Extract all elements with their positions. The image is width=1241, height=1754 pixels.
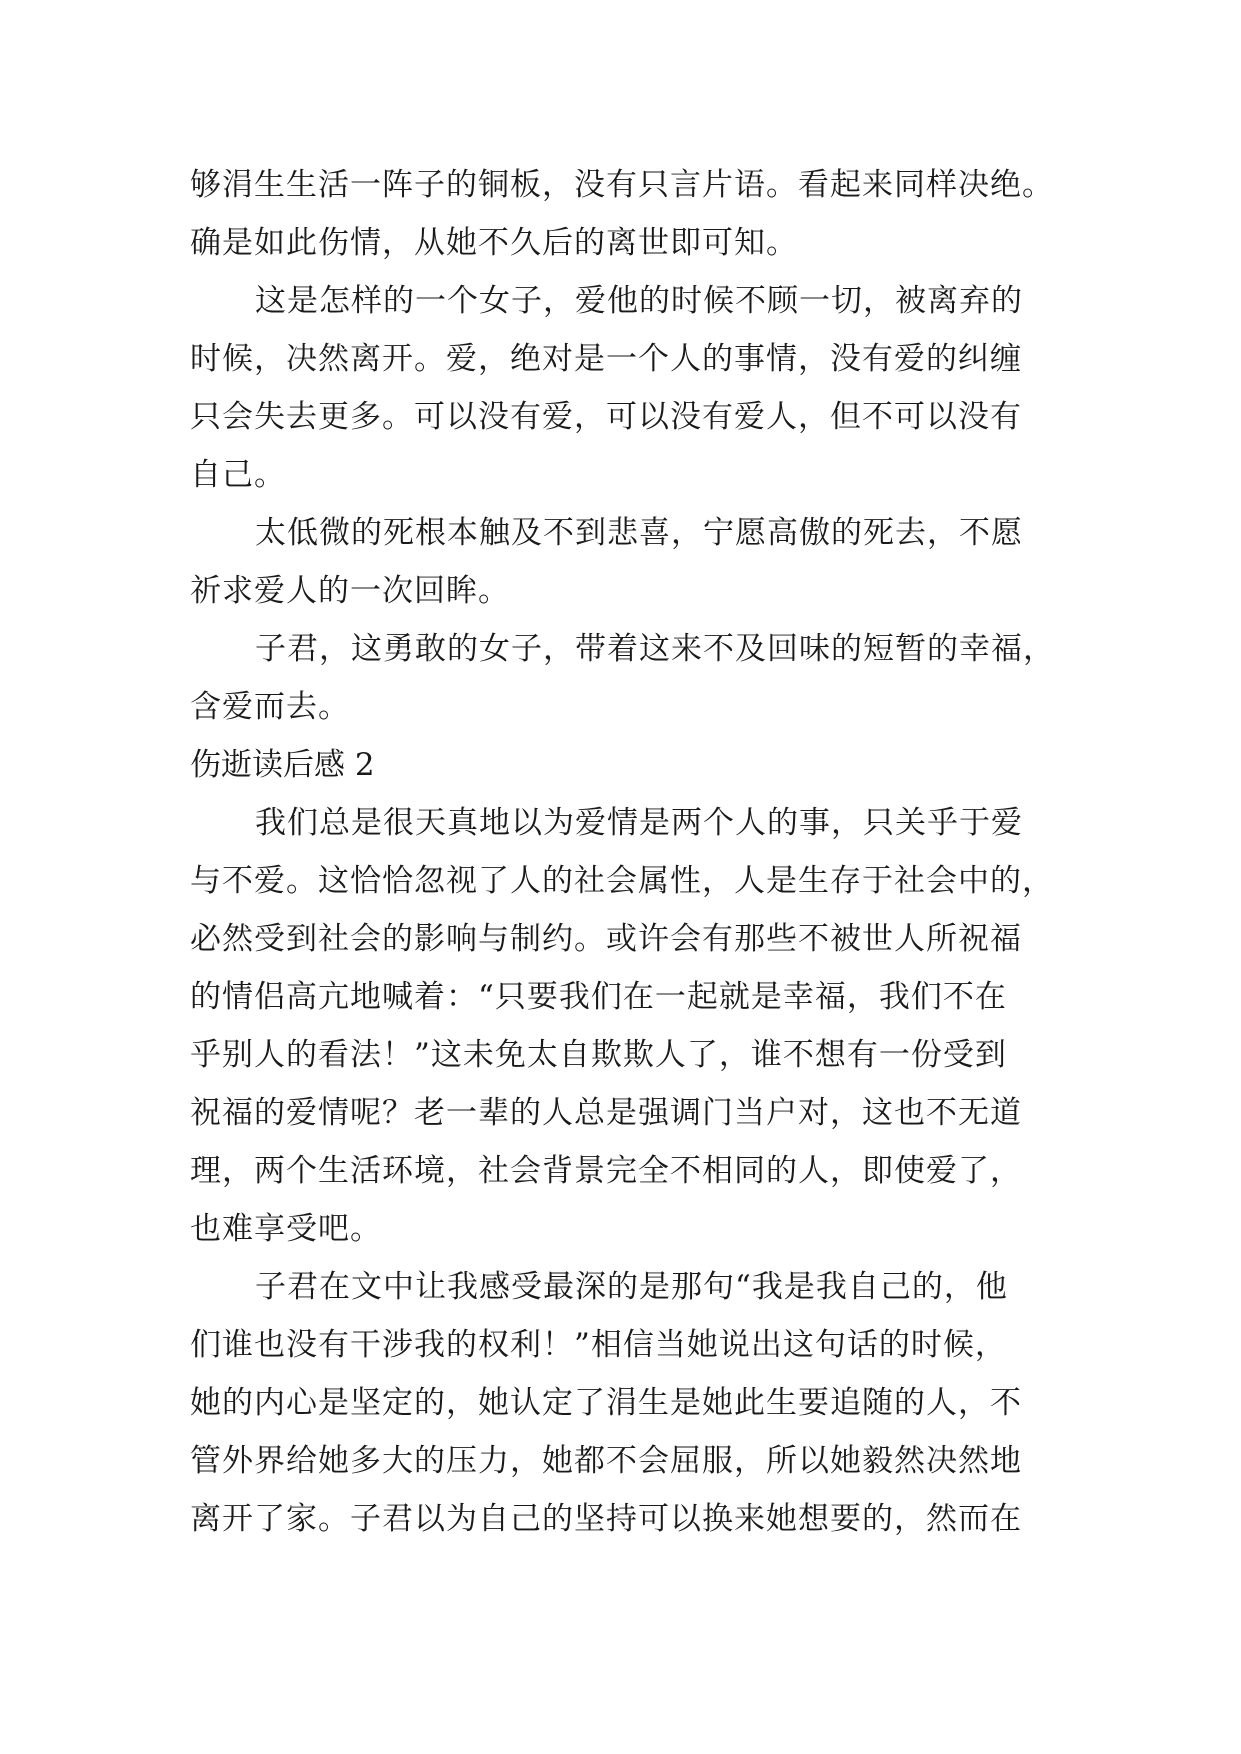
text-line: 只会失去更多。可以没有爱，可以没有爱人，但不可以没有	[190, 399, 1022, 435]
text-line: 乎别人的看法！”这未免太自欺欺人了，谁不想有一份受到	[190, 1037, 1007, 1073]
text-line: 的情侣高亢地喊着：“只要我们在一起就是幸福，我们不在	[190, 979, 1007, 1015]
text-line: 确是如此伤情，从她不久后的离世即可知。	[190, 225, 798, 261]
text-line: 与不爱。这恰恰忽视了人的社会属性，人是生存于社会中的，	[190, 863, 1054, 899]
text-line: 她的内心是坚定的，她认定了涓生是她此生要追随的人，不	[190, 1385, 1022, 1421]
paragraph-start-line: 太低微的死根本触及不到悲喜，宁愿高傲的死去，不愿	[255, 515, 1023, 551]
text-line: 够涓生生活一阵子的铜板，没有只言片语。看起来同样决绝。	[190, 167, 1054, 203]
text-line: 必然受到社会的影响与制约。或许会有那些不被世人所祝福	[190, 921, 1022, 957]
text-line: 含爱而去。	[190, 689, 350, 725]
text-line: 祈求爱人的一次回眸。	[190, 573, 510, 609]
paragraph-start-line: 子君，这勇敢的女子，带着这来不及回味的短暂的幸福，	[255, 631, 1055, 667]
text-line: 时候，决然离开。爱，绝对是一个人的事情，没有爱的纠缠	[190, 341, 1022, 377]
text-line: 离开了家。子君以为自己的坚持可以换来她想要的，然而在	[190, 1501, 1022, 1537]
paragraph-start-line: 这是怎样的一个女子，爱他的时候不顾一切，被离弃的	[255, 283, 1023, 319]
paragraph-start-line: 子君在文中让我感受最深的是那句“我是我自己的，他	[255, 1269, 1008, 1305]
text-line: 也难享受吧。	[190, 1211, 382, 1247]
text-line: 们谁也没有干涉我的权利！”相信当她说出这句话的时候，	[190, 1327, 1007, 1363]
text-line: 管外界给她多大的压力，她都不会屈服，所以她毅然决然地	[190, 1443, 1022, 1479]
paragraph-start-line: 我们总是很天真地以为爱情是两个人的事，只关乎于爱	[255, 805, 1023, 841]
text-line: 祝福的爱情呢？老一辈的人总是强调门当户对，这也不无道	[190, 1095, 1022, 1131]
section-heading: 伤逝读后感 2	[190, 747, 375, 783]
document-body	[190, 156, 1065, 1548]
text-line: 自己。	[190, 457, 286, 493]
text-line: 理，两个生活环境，社会背景完全不相同的人，即使爱了，	[190, 1153, 1022, 1189]
